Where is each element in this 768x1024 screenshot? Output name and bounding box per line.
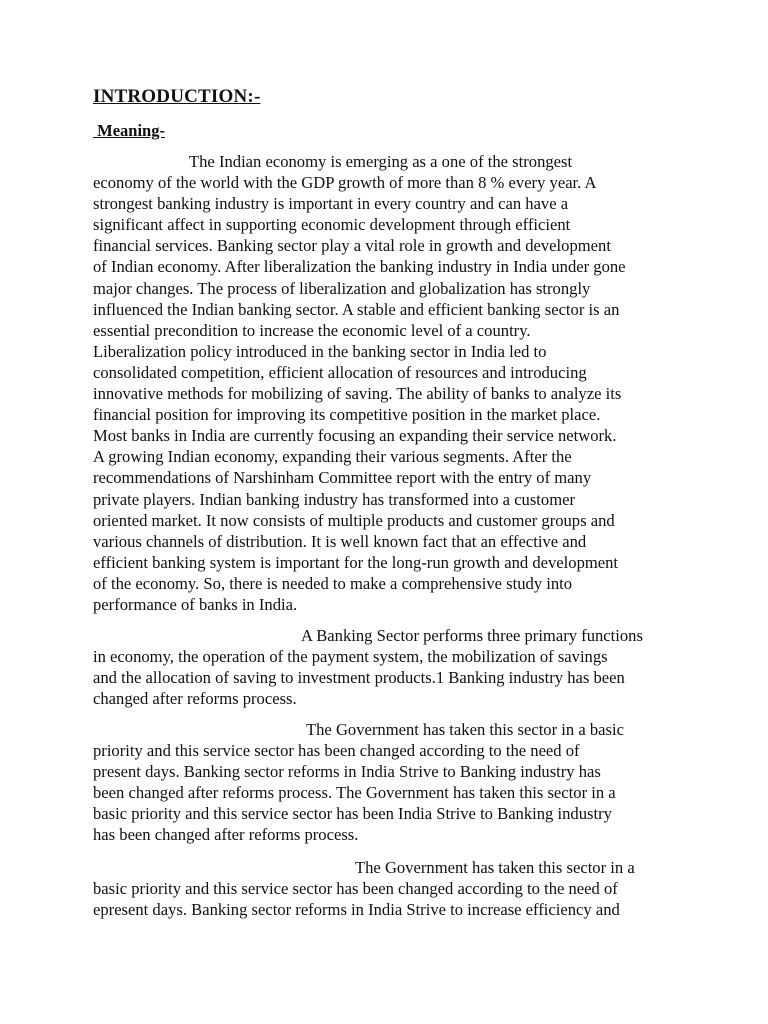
- paragraph-line: basic priority and this service sector has been changed according to the need of: [93, 879, 618, 899]
- paragraph-line: A growing Indian economy, expanding their various segments. After the: [93, 447, 572, 467]
- paragraph-banking-functions: [93, 625, 693, 709]
- paragraph-line: Liberalization policy introduced in the banking sector in India led to: [93, 341, 547, 361]
- paragraph-line: A Banking Sector performs three primary functions: [301, 626, 643, 645]
- paragraph-meaning: [93, 151, 693, 615]
- paragraph-line: of Indian economy. After liberalization the banking industry in India under gone: [93, 257, 626, 277]
- paragraph-line: strongest banking industry is important in every country and can have a: [93, 194, 569, 214]
- paragraph-line: changed after reforms process.: [93, 689, 297, 709]
- document-heading: INTRODUCTION:-: [93, 86, 261, 107]
- paragraph-line: financial services. Banking sector play a vital role in growth and development: [93, 236, 611, 256]
- paragraph-line: efficient banking system is important for the long-run growth and development: [93, 552, 619, 572]
- paragraph-line: basic priority and this service sector has been India Strive to Banking industry: [93, 804, 612, 824]
- paragraph-line: significant affect in supporting economic development through efficient: [93, 215, 571, 235]
- paragraph-line: of the economy. So, there is needed to make a comprehensive study into: [93, 573, 573, 593]
- paragraph-line: oriented market. It now consists of multiple products and customer groups and: [93, 510, 615, 530]
- paragraph-line: and the allocation of saving to investment products.1 Banking industry has been: [93, 668, 625, 688]
- paragraph-line: consolidated competition, efficient allocation of resources and introducing: [93, 362, 587, 382]
- paragraph-line: private players. Indian banking industry has transformed into a customer: [93, 489, 576, 509]
- paragraph-line: The Indian economy is emerging as a one of the strongest: [189, 152, 573, 171]
- paragraph-line: recommendations of Narshinham Committee report with the entry of many: [93, 468, 592, 488]
- paragraph-line: present days. Banking sector reforms in India Strive to Banking industry has: [93, 762, 601, 782]
- section-subheading: Meaning-: [93, 121, 165, 140]
- paragraph-line: The Government has taken this sector in a: [355, 858, 635, 877]
- paragraph-line: major changes. The process of liberalization and globalization has strongly: [93, 278, 591, 298]
- paragraph-line: has been changed after reforms process.: [93, 825, 359, 845]
- paragraph-line: been changed after reforms process. The Government has taken this sector in a: [93, 783, 616, 803]
- paragraph-line: epresent days. Banking sector reforms in India Strive to increase efficiency and: [93, 900, 620, 920]
- paragraph-line: various channels of distribution. It is well known fact that an effective and: [93, 531, 587, 551]
- paragraph-reforms: [93, 857, 693, 920]
- paragraph-line: innovative methods for mobilizing of saving. The ability of banks to analyze its: [93, 384, 622, 404]
- paragraph-line: influenced the Indian banking sector. A stable and efficient banking sector is an: [93, 299, 620, 319]
- paragraph-line: in economy, the operation of the payment system, the mobilization of savings: [93, 647, 608, 667]
- paragraph-line: priority and this service sector has been changed according to the need of: [93, 741, 580, 761]
- paragraph-line: economy of the world with the GDP growth of more than 8 % every year. A: [93, 173, 597, 193]
- paragraph-line: essential precondition to increase the economic level of a country.: [93, 320, 531, 340]
- paragraph-line: performance of banks in India.: [93, 594, 298, 614]
- paragraph-line: financial position for improving its competitive position in the market place.: [93, 405, 601, 425]
- paragraph-line: Most banks in India are currently focusing an expanding their service network.: [93, 426, 617, 446]
- paragraph-government-priority: [93, 719, 693, 846]
- paragraph-line: The Government has taken this sector in a basic: [306, 720, 624, 739]
